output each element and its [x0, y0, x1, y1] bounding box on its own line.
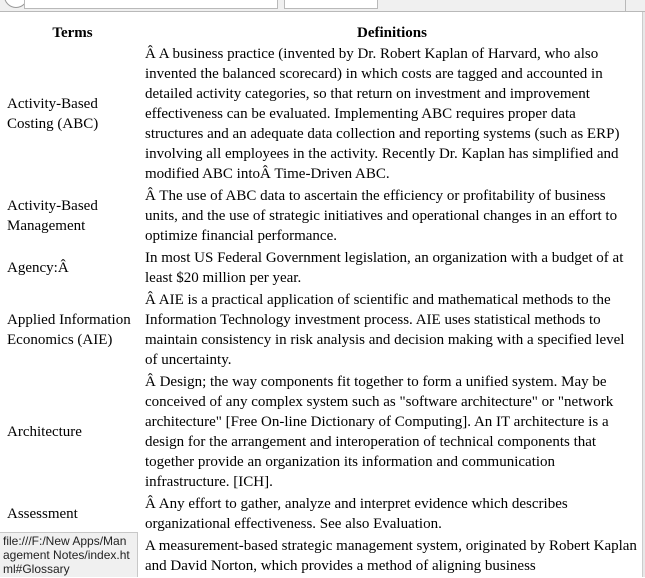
term: Agency:Â — [7, 260, 69, 276]
header-terms: Terms — [52, 25, 93, 41]
table-row — [0, 290, 639, 372]
table-row — [0, 372, 639, 494]
status-bar-url: file:///F:/New Apps/Management Notes/index.html#Glossary — [0, 532, 138, 577]
term: Architecture — [7, 424, 82, 440]
definition: Â A business practice (invented by Dr. Robert Kaplan of Harvard, who also invented the balanced scorecard) in which costs are tagged and accounted in detailed activity categories, so that return on investment and improvement effectiveness can be evaluated. Implementing ABC requires proper data structures and an adequate data collection and reporting systems (such as ERP) involving all employees in the activity. Recently Dr. Kaplan has simplified and modified ABC intoÂ Time-Driven ABC. — [145, 46, 620, 182]
table-row — [0, 494, 639, 536]
definition: Â Any effort to gather, analyze and interpret evidence which describes organizational effectiveness. See also Evaluation. — [145, 496, 568, 532]
definition: Â Design; the way components fit together to form a unified system. May be conceived of any complex system such as "software architecture" or "network architecture" [Free On-line Dictionary of Computing]. An IT architecture is a design for the arrangement and interoperation of technical components that together provide an organization its information and communication infrastructure. [ICH]. — [145, 374, 614, 490]
term: Applied Information Economics (AIE) — [7, 312, 131, 348]
browser-toolbar — [0, 0, 645, 12]
table-row — [0, 248, 639, 290]
definition: A measurement-based strategic management system, originated by Robert Kaplan and David Norton, which provides a method of aligning business — [145, 538, 637, 574]
glossary — [0, 22, 640, 578]
term: Activity-Based Costing (ABC) — [7, 96, 99, 132]
definition: Â AIE is a practical application of scientific and mathematical methods to the Information Technology investment process. AIE uses statistical methods to maintain consistency in risk analysis and decision making with a specified level of uncertainty. — [145, 292, 625, 368]
definition: In most US Federal Government legislation, an organization with a budget of at least $20 million per year. — [145, 250, 624, 286]
header-row — [0, 22, 639, 44]
table-row — [0, 186, 639, 248]
glossary-table — [0, 22, 639, 578]
toolbar-divider — [625, 0, 626, 11]
term: Activity-Based Management — [7, 198, 98, 234]
search-input[interactable] — [284, 0, 378, 9]
table-row — [0, 44, 639, 186]
definition: Â The use of ABC data to ascertain the efficiency or profitability of business units, and the use of strategic initiatives and operational changes in an effort to optimize financial performance. — [145, 188, 618, 244]
header-definitions: Definitions — [356, 25, 427, 41]
term: Assessment — [7, 506, 78, 522]
address-input[interactable] — [24, 0, 278, 9]
